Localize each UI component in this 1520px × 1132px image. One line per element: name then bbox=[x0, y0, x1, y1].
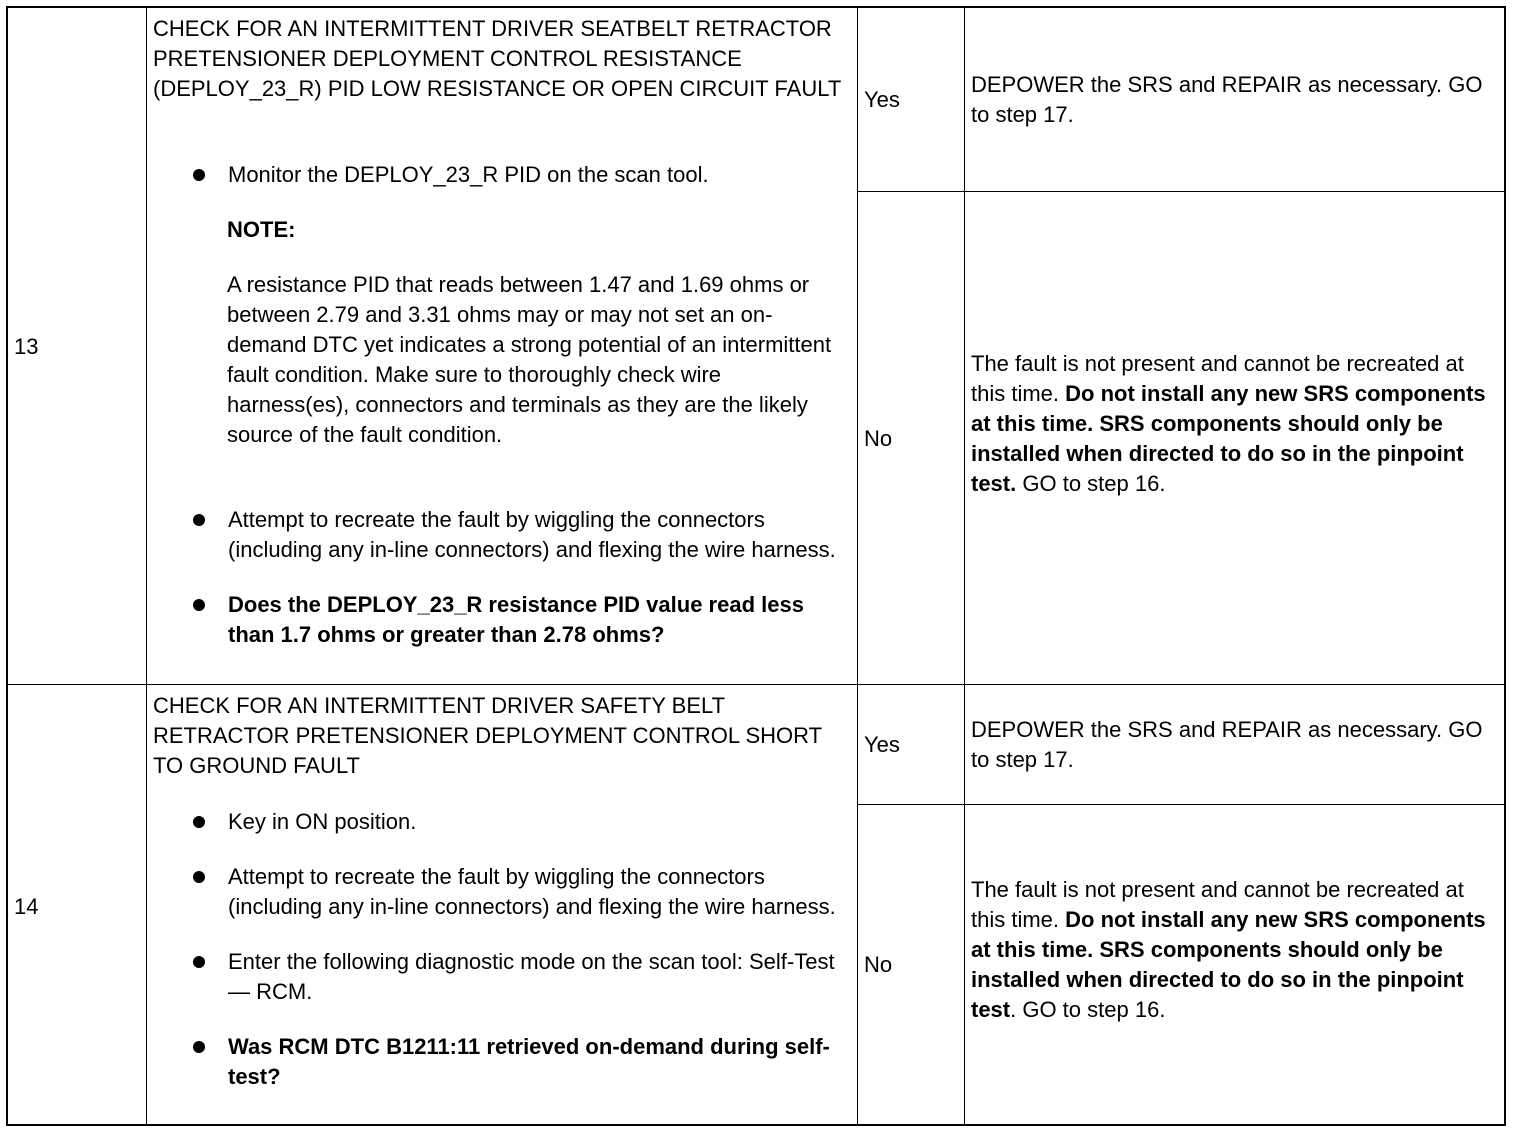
step-list bbox=[193, 505, 841, 650]
test-title: CHECK FOR AN INTERMITTENT DRIVER SEATBELT RETRACTOR PRETENSIONER DEPLOYMENT CONTROL RESISTANCE (DEPLOY_23_R) PID LOW RESISTANCE OR OPEN CIRCUIT FAULT bbox=[153, 16, 842, 101]
test-cell-14 bbox=[147, 685, 858, 1124]
no-action: The fault is not present and cannot be recreated at this time. Do not install any new SRS components at this time. SRS components should only be installed when directed to do so in the pinpoint test. GO to step 16. bbox=[971, 351, 1486, 496]
step-list bbox=[193, 160, 841, 215]
yes-label-cell-14 bbox=[858, 685, 965, 805]
yes-action-cell-14 bbox=[965, 685, 1504, 805]
bullet-icon bbox=[193, 956, 205, 968]
step-list bbox=[193, 807, 841, 1092]
no-label: No bbox=[864, 952, 893, 977]
no-action-cell-14 bbox=[965, 805, 1504, 1124]
bullet-icon bbox=[193, 816, 205, 828]
step-number: 13 bbox=[14, 334, 39, 359]
step-cell-13 bbox=[8, 8, 147, 685]
no-action: The fault is not present and cannot be recreated at this time. Do not install any new SRS components at this time. SRS components should only be installed when directed to do so in the pinpoint test. GO to step 16. bbox=[971, 877, 1486, 1022]
pinpoint-test-table bbox=[6, 6, 1506, 1126]
no-label: No bbox=[864, 426, 893, 451]
question-item: Was RCM DTC B1211:11 retrieved on-demand during self-test? bbox=[193, 1032, 841, 1092]
list-item: Monitor the DEPLOY_23_R PID on the scan tool. bbox=[193, 160, 841, 190]
yes-action-cell-13 bbox=[965, 8, 1504, 192]
bullet-icon bbox=[193, 1041, 205, 1053]
yes-action: DEPOWER the SRS and REPAIR as necessary. GO to step 17. bbox=[971, 717, 1483, 772]
yes-action: DEPOWER the SRS and REPAIR as necessary. GO to step 17. bbox=[971, 72, 1483, 127]
bullet-icon bbox=[193, 169, 205, 181]
no-action-cell-13 bbox=[965, 192, 1504, 685]
note-text: A resistance PID that reads between 1.47 and 1.69 ohms or between 2.79 and 3.31 ohms may or may not set an on-demand DTC yet indicates a strong potential of an intermittent fault condition. Make sure to thoroughly check wire harness(es), connectors and terminals as they are the likely source of the fault condition. bbox=[227, 272, 832, 447]
step-number: 14 bbox=[14, 894, 39, 919]
warning-text: Do not install any new SRS components at this time. SRS components should only be installed when directed to do so in the pinpoint test. bbox=[971, 381, 1486, 496]
yes-label: Yes bbox=[864, 87, 900, 112]
warning-text: Do not install any new SRS components at this time. SRS components should only be installed when directed to do so in the pinpoint test bbox=[971, 907, 1486, 1022]
bullet-icon bbox=[193, 871, 205, 883]
test-cell-13 bbox=[147, 8, 858, 685]
step-cell-14 bbox=[8, 685, 147, 1124]
bullet-icon bbox=[193, 599, 205, 611]
no-label-cell-13 bbox=[858, 192, 965, 685]
yes-label: Yes bbox=[864, 732, 900, 757]
question-item: Does the DEPLOY_23_R resistance PID value read less than 1.7 ohms or greater than 2.78 ohms? bbox=[193, 590, 841, 650]
no-label-cell-14 bbox=[858, 805, 965, 1124]
list-item: Attempt to recreate the fault by wiggling the connectors (including any in-line connectors) and flexing the wire harness. bbox=[193, 862, 841, 922]
list-item: Key in ON position. bbox=[193, 807, 841, 837]
list-item: Attempt to recreate the fault by wiggling the connectors (including any in-line connectors) and flexing the wire harness. bbox=[193, 505, 841, 565]
bullet-icon bbox=[193, 514, 205, 526]
note-label: NOTE: bbox=[227, 217, 296, 242]
list-item: Enter the following diagnostic mode on the scan tool: Self-Test — RCM. bbox=[193, 947, 841, 1007]
yes-label-cell-13 bbox=[858, 8, 965, 192]
test-title: CHECK FOR AN INTERMITTENT DRIVER SAFETY BELT RETRACTOR PRETENSIONER DEPLOYMENT CONTROL SHORT TO GROUND FAULT bbox=[153, 693, 822, 778]
